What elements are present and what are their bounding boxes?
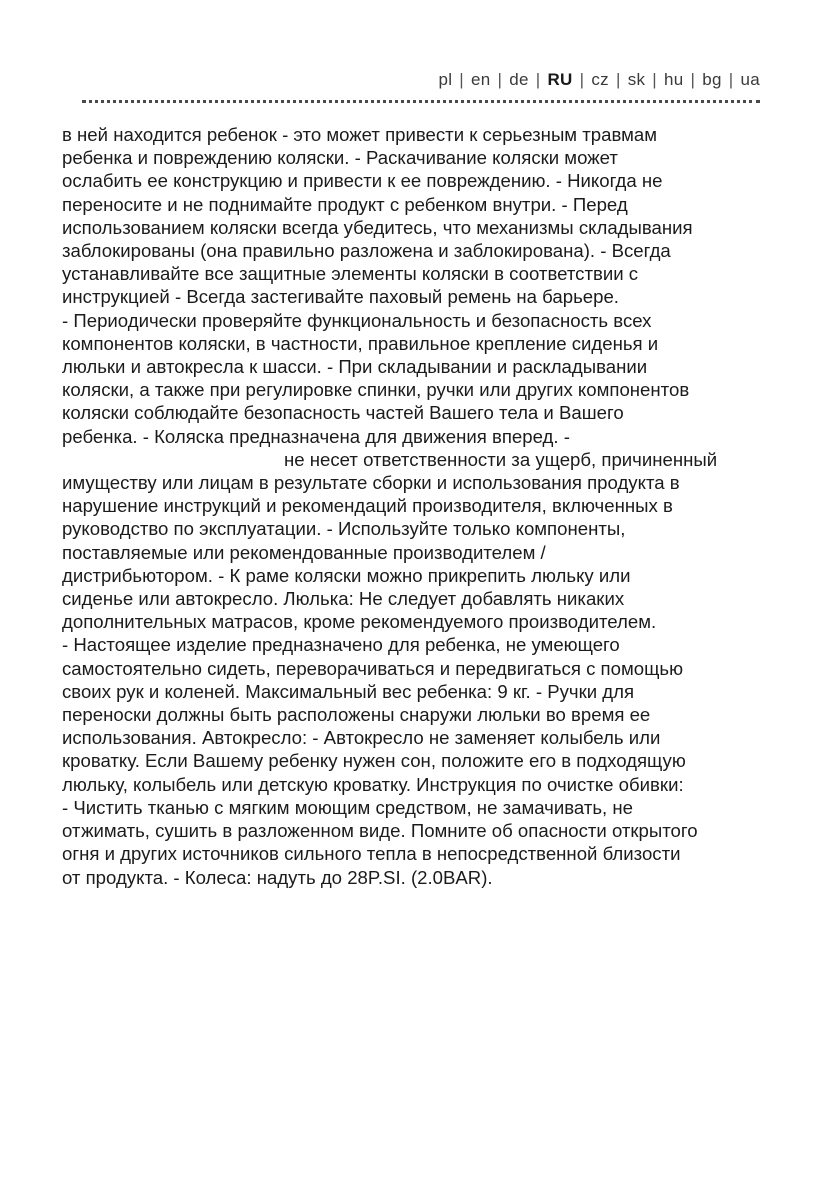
text-line: отжимать, сушить в разложенном виде. Помните об опасности открытого bbox=[62, 820, 698, 842]
text-line: компонентов коляски, в частности, правильное крепление сиденья и bbox=[62, 332, 659, 354]
text-line: огня и других источников сильного тепла в непосредственной близости bbox=[62, 843, 681, 865]
text-line: люльки и автокресла к шасси. - При складывании и раскладывании bbox=[62, 356, 648, 378]
language-switcher bbox=[438, 70, 760, 90]
text-line: руководство по эксплуатации. - Используйте только компоненты, bbox=[62, 518, 626, 540]
text-line: сиденье или автокресло. Люлька: Не следует добавлять никаких bbox=[62, 588, 625, 610]
instructions-text bbox=[62, 123, 786, 889]
text-line: - Настоящее изделие предназначено для ребенка, не умеющего bbox=[62, 634, 620, 656]
lang-sk[interactable]: sk bbox=[627, 70, 646, 89]
lang-ua[interactable]: ua bbox=[740, 70, 760, 89]
text-line: переносите и не поднимайте продукт с ребенком внутри. - Перед bbox=[62, 193, 628, 215]
text-line: коляски, а также при регулировке спинки, ручки или других компонентов bbox=[62, 379, 690, 401]
lang-separator: | bbox=[615, 70, 621, 89]
text-line: ребенка. - Коляска предназначена для движения вперед. - bbox=[62, 425, 570, 447]
text-line: от продукта. - Колеса: надуть до 28P.SI. (2.0BAR). bbox=[62, 866, 493, 888]
text-line: самостоятельно сидеть, переворачиваться и передвигаться с помощью bbox=[62, 657, 684, 679]
text-line: ребенка и повреждению коляски. - Раскачивание коляски может bbox=[62, 147, 618, 169]
text-line: ослабить ее конструкцию и привести к ее повреждению. - Никогда не bbox=[62, 170, 663, 192]
text-line: люльку, колыбель или детскую кроватку. Инструкция по очистке обивки: bbox=[62, 773, 684, 795]
lang-separator: | bbox=[652, 70, 658, 89]
text-line: дополнительных матрасов, кроме рекомендуемого производителем. bbox=[62, 611, 657, 633]
lang-separator: | bbox=[497, 70, 503, 89]
lang-cz[interactable]: cz bbox=[591, 70, 609, 89]
text-line: имуществу или лицам в результате сборки и использования продукта в bbox=[62, 472, 680, 494]
text-line-indented: не несет ответственности за ущерб, причиненный bbox=[284, 448, 718, 470]
text-line: инструкцией - Всегда застегивайте паховый ремень на барьере. bbox=[62, 286, 619, 308]
text-line: использования. Автокресло: - Автокресло не заменяет колыбель или bbox=[62, 727, 661, 749]
text-line: заблокированы (она правильно разложена и заблокирована). - Всегда bbox=[62, 240, 671, 262]
text-line: устанавливайте все защитные элементы коляски в соответствии с bbox=[62, 263, 639, 285]
dotted-divider bbox=[82, 100, 760, 103]
lang-en[interactable]: en bbox=[471, 70, 491, 89]
text-line: переноски должны быть расположены снаружи люльки во время ее bbox=[62, 704, 651, 726]
text-line: поставляемые или рекомендованные производителем / bbox=[62, 541, 546, 563]
lang-separator: | bbox=[535, 70, 541, 89]
lang-separator: | bbox=[690, 70, 696, 89]
text-line: в ней находится ребенок - это может привести к серьезным травмам bbox=[62, 124, 658, 145]
text-line: коляски соблюдайте безопасность частей Вашего тела и Вашего bbox=[62, 402, 624, 424]
lang-ru-active[interactable]: RU bbox=[547, 70, 573, 89]
text-line: - Периодически проверяйте функциональность и безопасность всех bbox=[62, 309, 652, 331]
lang-bg[interactable]: bg bbox=[702, 70, 722, 89]
text-line: использованием коляски всегда убедитесь, что механизмы складывания bbox=[62, 216, 693, 238]
text-line: - Чистить тканью с мягким моющим средством, не замачивать, не bbox=[62, 796, 633, 818]
text-line: своих рук и коленей. Максимальный вес ребенка: 9 кг. - Ручки для bbox=[62, 680, 635, 702]
lang-de[interactable]: de bbox=[509, 70, 529, 89]
lang-hu[interactable]: hu bbox=[664, 70, 684, 89]
lang-pl[interactable]: pl bbox=[438, 70, 453, 89]
lang-separator: | bbox=[579, 70, 585, 89]
text-line: нарушение инструкций и рекомендаций производителя, включенных в bbox=[62, 495, 673, 517]
text-line: дистрибьютором. - К раме коляски можно прикрепить люльку или bbox=[62, 564, 631, 586]
lang-separator: | bbox=[459, 70, 465, 89]
lang-separator: | bbox=[728, 70, 734, 89]
text-line: кроватку. Если Вашему ребенку нужен сон, положите его в подходящую bbox=[62, 750, 686, 772]
